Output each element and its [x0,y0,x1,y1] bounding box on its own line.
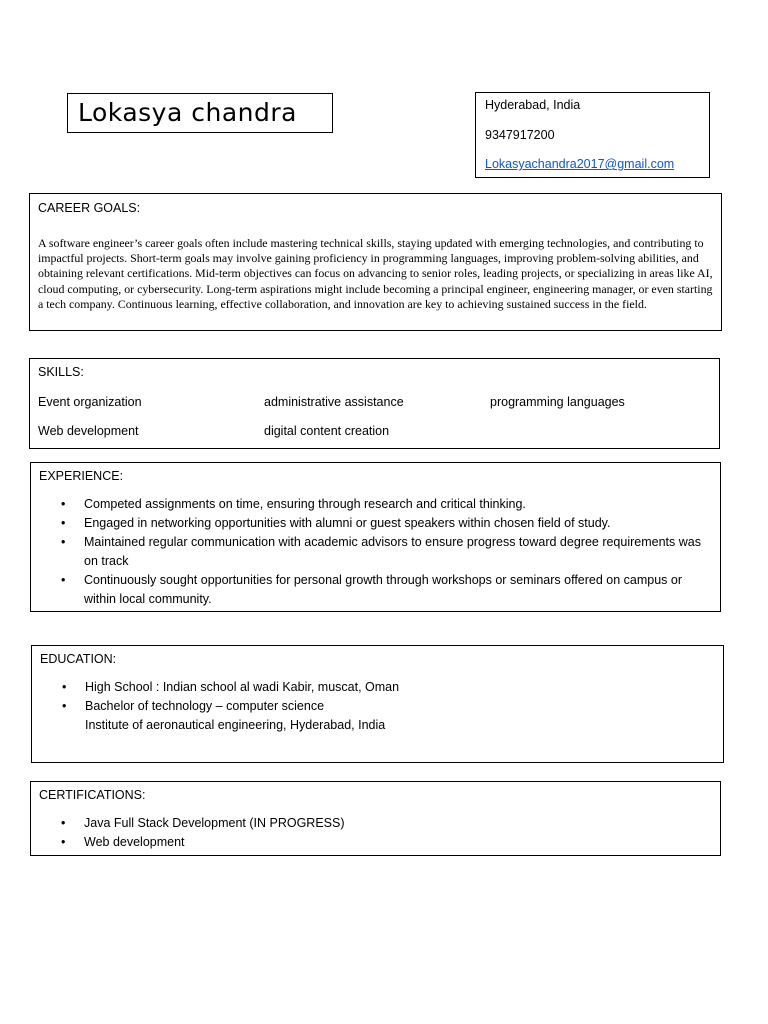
contact-email-link[interactable]: Lokasyachandra2017@gmail.com [485,157,675,171]
certifications-list [39,814,709,852]
experience-section [30,462,721,612]
education-item-text: Bachelor of technology – computer science [85,699,325,713]
education-institute-text: Institute of aeronautical engineering, Hyderabad, India [85,718,386,732]
candidate-name: Lokasya chandra [78,98,297,127]
bullet-icon: • [62,680,67,694]
education-list [40,678,710,735]
bullet-icon: • [61,573,66,587]
list-item [39,814,709,833]
list-item [39,495,709,514]
skill-item: programming languages [490,395,625,409]
skill-item: Web development [38,424,139,438]
skill-item: digital content creation [264,424,390,438]
list-item [40,716,710,735]
certifications-section [30,781,721,856]
experience-item-text: Competed assignments on time, ensuring through research and critical thinking. [84,497,526,511]
experience-title: EXPERIENCE: [39,469,124,483]
certification-item-text: Web development [84,835,185,849]
contact-location: Hyderabad, India [485,98,581,112]
list-item [40,697,710,716]
skill-item: Event organization [38,395,142,409]
certification-item-text: Java Full Stack Development (IN PROGRESS) [84,816,345,830]
bullet-icon: • [61,535,66,549]
bullet-icon: • [62,699,67,713]
education-item-text: High School : Indian school al wadi Kabir, muscat, Oman [85,680,400,694]
contact-phone: 9347917200 [485,128,555,142]
list-item [39,533,709,571]
experience-item-text: Engaged in networking opportunities with alumni or guest speakers within chosen field of study. [84,516,611,530]
bullet-icon: • [61,497,66,511]
list-item [39,833,709,852]
bullet-icon: • [61,816,66,830]
contact-box [475,92,710,178]
bullet-icon: • [61,835,66,849]
experience-list [39,495,709,609]
bullet-icon: • [61,516,66,530]
education-section [31,645,724,763]
experience-item-text: Continuously sought opportunities for personal growth through workshops or seminars offered on campus or within local community. [84,573,683,606]
experience-item-text: Maintained regular communication with academic advisors to ensure progress toward degree requirements was on track [84,535,701,568]
list-item [40,678,710,697]
certifications-title: CERTIFICATIONS: [39,788,146,802]
education-title: EDUCATION: [40,652,117,666]
skills-title: SKILLS: [38,365,84,379]
skill-item: administrative assistance [264,395,404,409]
career-goals-section [29,193,722,331]
name-box [67,93,333,133]
list-item [39,571,709,609]
career-goals-text: A software engineer’s career goals often include mastering technical skills, staying updated with emerging technologies, and contributing to impactful projects. Short-term goals may involve gaining proficiency in programming languages, improving problem-solving abilities, and obtaining relevant certifications. Mid-term objectives can focus on advancing to senior roles, leading projects, or specializing in areas like AI, cloud computing, or cybersecurity. Long-term aspirations might include becoming a principal engineer, engineering manager, or even starting a tech company. Continuous learning, effective collaboration, and innovation are key to achieving sustained success in the field. [38,236,713,311]
list-item [39,514,709,533]
skills-section [29,358,720,449]
career-goals-title: CAREER GOALS: [38,201,141,215]
